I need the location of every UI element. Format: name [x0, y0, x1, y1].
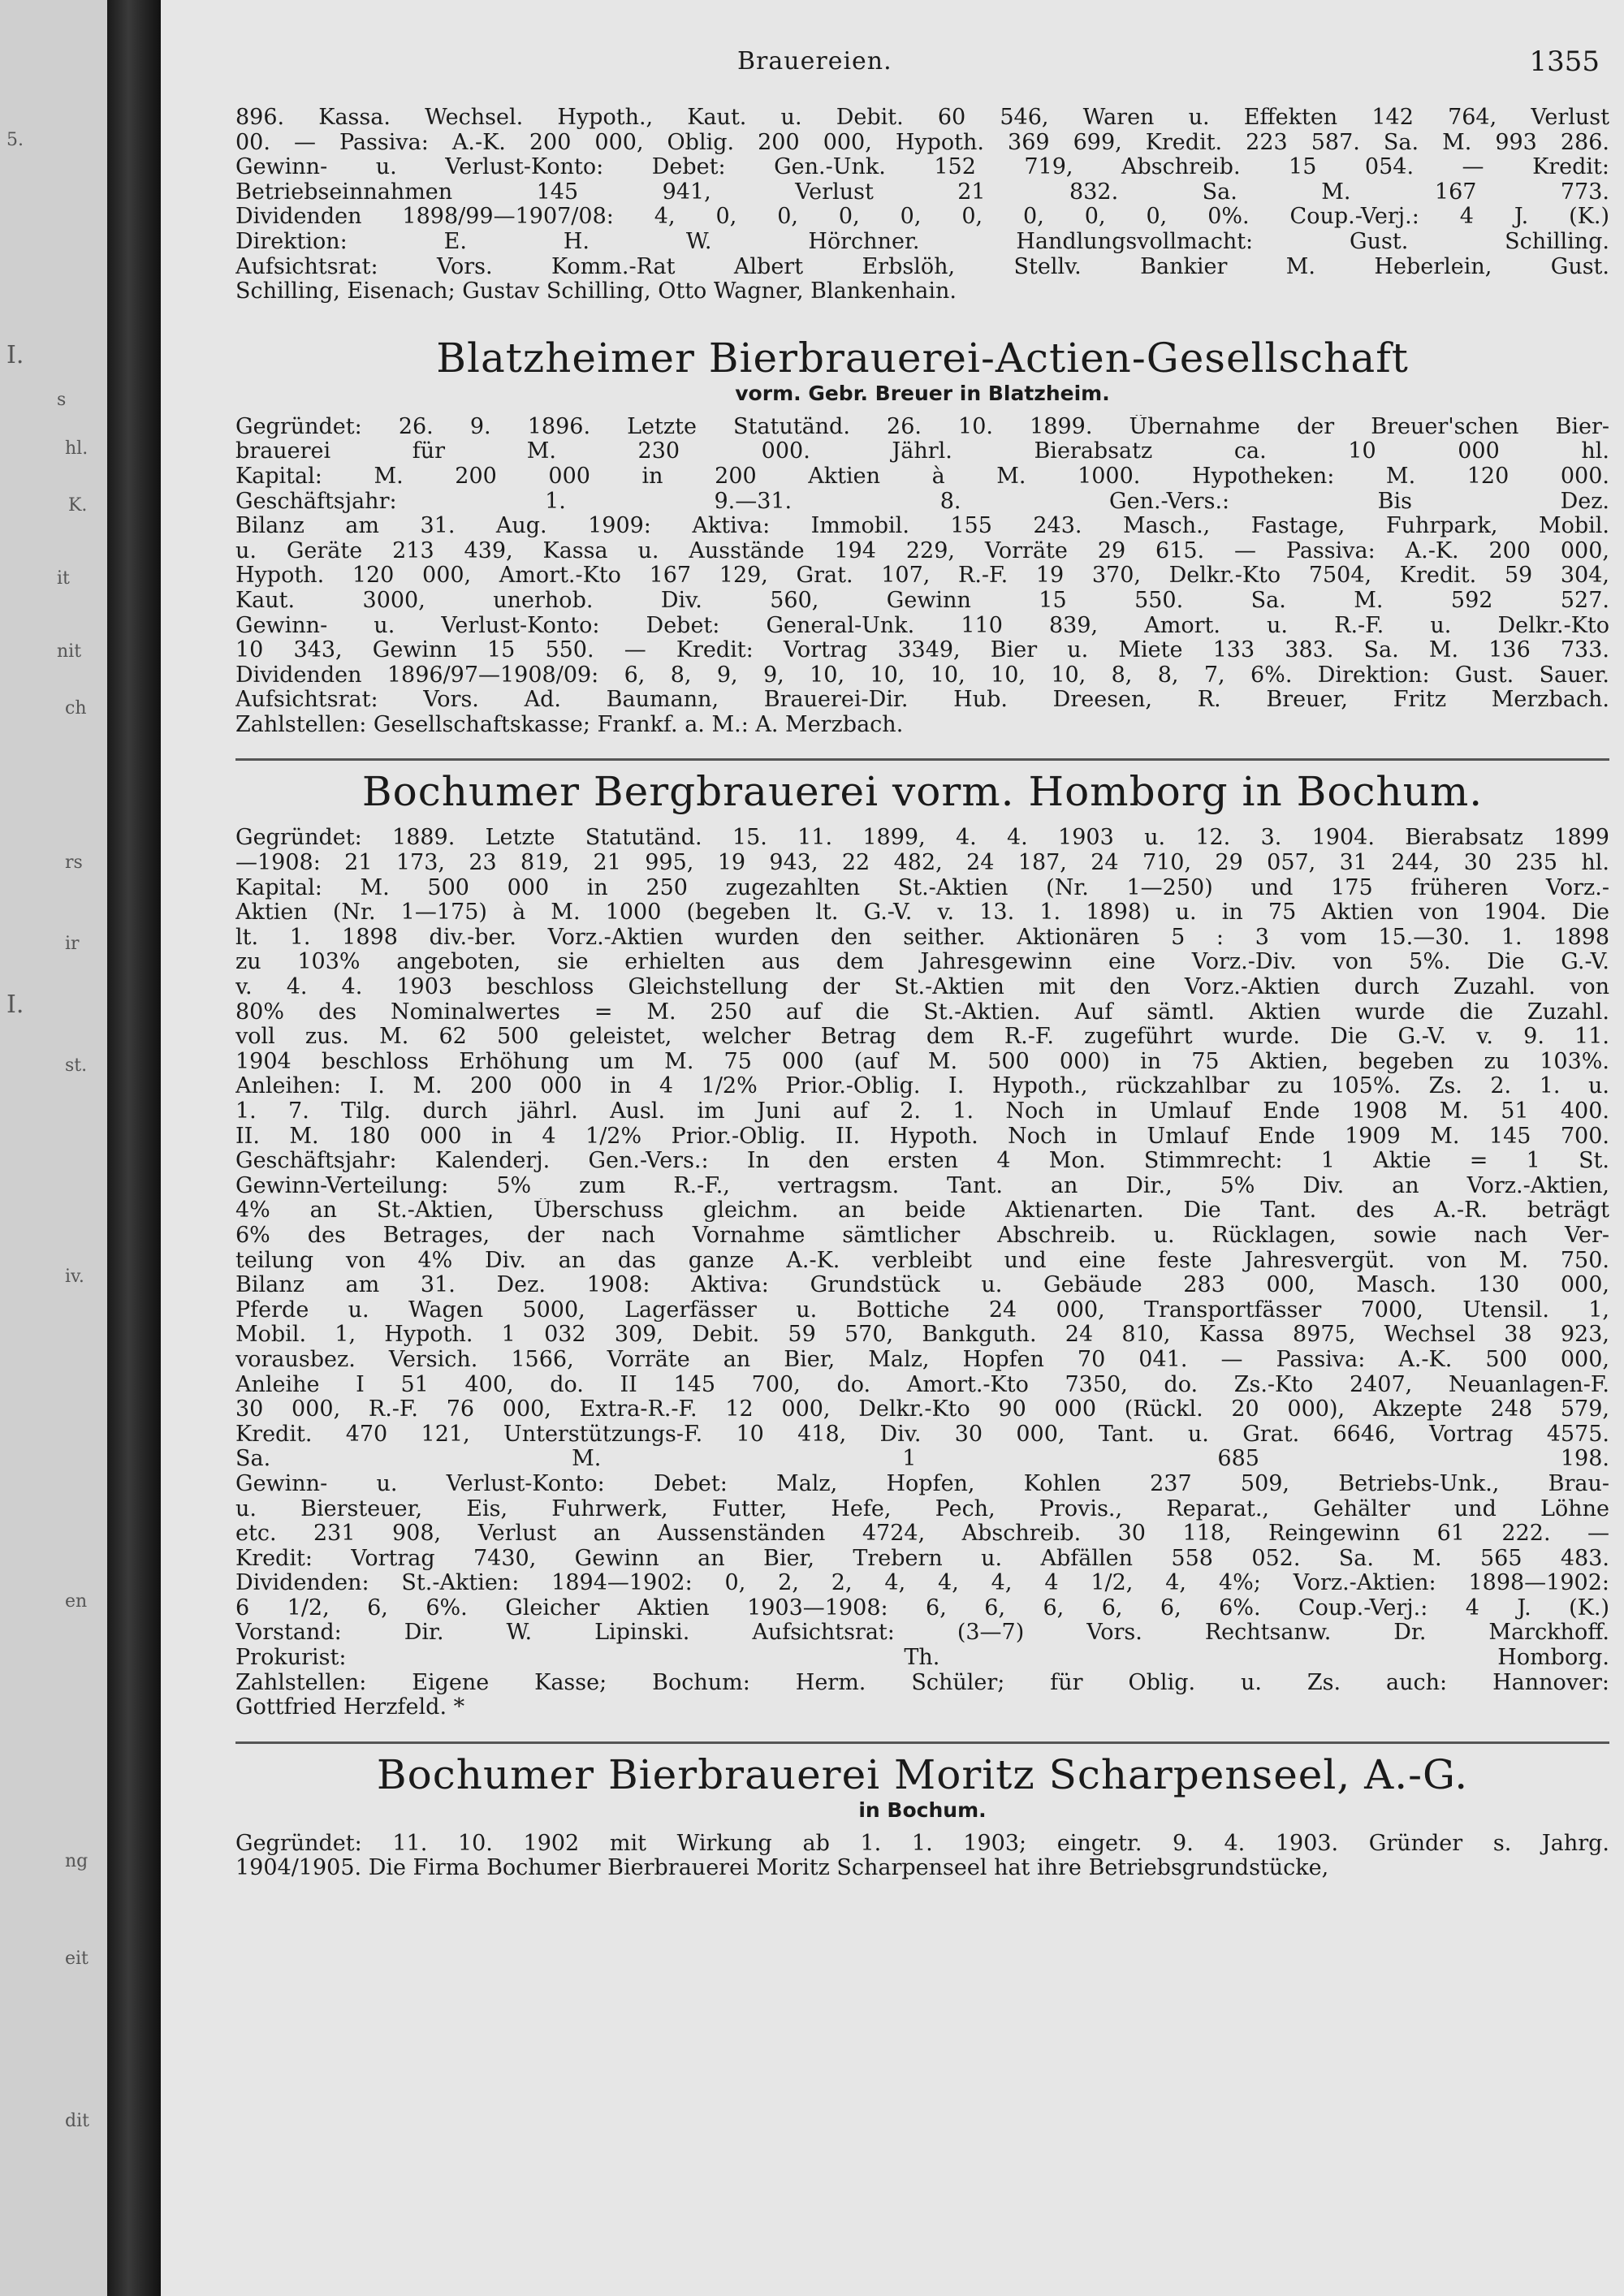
page-number: 1355	[1529, 45, 1600, 78]
margin-fragment: s	[57, 390, 67, 410]
text-line: 1904 beschloss Erhöhung um M. 75 000 (auf M. 500 000) in 75 Aktien, begeben zu 103%.	[235, 1049, 1609, 1074]
text-line: 80% des Nominalwertes = M. 250 auf die St.-Aktien. Auf sämtl. Aktien wurde die Zuzahl.	[235, 999, 1609, 1025]
text-line: Vorstand: Dir. W. Lipinski. Aufsichtsrat: (3—7) Vors. Rechtsanw. Dr. Marckhoff.	[235, 1621, 1609, 1646]
margin-fragment: ng	[65, 1851, 89, 1871]
text-line: Dividenden 1896/97—1908/09: 6, 8, 9, 9, 10, 10, 10, 10, 10, 8, 8, 7, 6%. Direktion: Gust. Sauer.	[235, 662, 1609, 688]
margin-fragment: rs	[65, 852, 83, 873]
text-line: Gewinn- u. Verlust-Konto: Debet: Gen.-Unk. 152 719, Abschreib. 15 054. — Kredit:	[235, 155, 1609, 180]
page-content	[235, 106, 1609, 1881]
book-binding-gutter	[107, 0, 161, 2296]
company-entry-blatzheimer	[235, 415, 1609, 738]
margin-fragment: ir	[65, 934, 80, 954]
running-head-title: Brauereien.	[737, 47, 892, 76]
text-line: u. Biersteuer, Eis, Fuhrwerk, Futter, Hefe, Pech, Provis., Reparat., Gehälter und Löhne	[235, 1496, 1609, 1521]
text-line: Aktien (Nr. 1—175) à M. 1000 (begeben lt. G.-V. v. 13. 1. 1898) u. in 75 Aktien von 1904. Die	[235, 900, 1609, 926]
running-head	[161, 47, 1624, 80]
text-line: Gegründet: 26. 9. 1896. Letzte Statutänd. 26. 10. 1899. Übernahme der Breuer'schen Bier-	[235, 414, 1609, 439]
margin-fragment: eit	[65, 1949, 89, 1969]
text-line: 4% an St.-Aktien, Überschuss gleichm. an beide Aktienarten. Die Tant. des A.-R. beträgt	[235, 1198, 1609, 1224]
text-line: Gegründet: 11. 10. 1902 mit Wirkung ab 1. 1. 1903; eingetr. 9. 4. 1903. Gründer s. Jahrg.	[235, 1831, 1609, 1856]
text-line: Pferde u. Wagen 5000, Lagerfässer u. Bottiche 24 000, Transportfässer 7000, Utensil. 1,	[235, 1297, 1609, 1323]
margin-fragment: hl.	[65, 438, 89, 459]
margin-fragment: dit	[65, 2111, 89, 2131]
text-line: voll zus. M. 62 500 geleistet, welcher Betrag dem R.-F. zugeführt wurde. Die G.-V. v. 9. 11.	[235, 1025, 1609, 1050]
margin-fragment: I.	[6, 990, 24, 1019]
text-line: Hypoth. 120 000, Amort.-Kto 167 129, Grat. 107, R.-F. 19 370, Delkr.-Kto 7504, Kredit. 59 304,	[235, 563, 1609, 589]
text-line: 10 343, Gewinn 15 550. — Kredit: Vortrag 3349, Bier u. Miete 133 383. Sa. M. 136 733.	[235, 638, 1609, 663]
text-line: Gewinn-Verteilung: 5% zum R.-F., vertragsm. Tant. an Dir., 5% Div. an Vorz.-Aktien,	[235, 1173, 1609, 1198]
document-page	[161, 0, 1624, 2296]
text-line: 896. Kassa. Wechsel. Hypoth., Kaut. u. Debit. 60 546, Waren u. Effekten 142 764, Verlust	[235, 106, 1609, 130]
text-line: —1908: 21 173, 23 819, 21 995, 19 943, 22 482, 24 187, 24 710, 29 057, 31 244, 30 235 hl.	[235, 851, 1609, 876]
text-line: Kredit. 470 121, Unterstützungs-F. 10 418, Div. 30 000, Tant. u. Grat. 6646, Vortrag 4575.	[235, 1422, 1609, 1447]
text-line: 1. 7. Tilg. durch jährl. Ausl. im Juni auf 2. 1. Noch in Umlauf Ende 1908 M. 51 400.	[235, 1099, 1609, 1124]
text-line: Kaut. 3000, unerhob. Div. 560, Gewinn 15 550. Sa. M. 592 527.	[235, 588, 1609, 613]
text-line: 6 1/2, 6, 6%. Gleicher Aktien 1903—1908: 6, 6, 6, 6, 6, 6%. Coup.-Verj.: 4 J. (K.)	[235, 1595, 1609, 1621]
margin-fragment: K.	[68, 495, 88, 516]
text-line: Anleihe I 51 400, do. II 145 700, do. Amort.-Kto 7350, do. Zs.-Kto 2407, Neuanlagen-F.	[235, 1372, 1609, 1397]
text-line: Dividenden: St.-Aktien: 1894—1902: 0, 2, 2, 4, 4, 4, 4 1/2, 4, 4%; Vorz.-Aktien: 1898—1902:	[235, 1571, 1609, 1596]
company-entry-bochumer-bergbrauerei	[235, 826, 1609, 1720]
margin-fragment: st.	[65, 1055, 88, 1076]
company-entry-bochumer-bierbrauerei	[235, 1832, 1609, 1881]
margin-fragment: en	[65, 1591, 88, 1612]
text-line: 00. — Passiva: A.-K. 200 000, Oblig. 200 000, Hypoth. 369 699, Kredit. 223 587. Sa. M. 993 286.	[235, 130, 1609, 155]
text-line: Betriebseinnahmen 145 941, Verlust 21 832. Sa. M. 167 773.	[235, 179, 1609, 205]
text-line: Sa. M. 1 685 198.	[235, 1447, 1609, 1472]
company-heading: Blatzheimer Bierbrauerei-Actien-Gesellschaft	[436, 334, 1409, 382]
text-line: Aufsichtsrat: Vors. Ad. Baumann, Brauerei-Dir. Hub. Dreesen, R. Breuer, Fritz Merzbach.	[235, 688, 1609, 713]
text-line: Kapital: M. 500 000 in 250 zugezahlten St.-Aktien (Nr. 1—250) und 175 früheren Vorz.-	[235, 875, 1609, 900]
text-line: Aufsichtsrat: Vors. Komm.-Rat Albert Erbslöh, Stellv. Bankier M. Heberlein, Gust.	[235, 254, 1609, 279]
text-line: Bilanz am 31. Aug. 1909: Aktiva: Immobil. 155 243. Masch., Fastage, Fuhrpark, Mobil.	[235, 514, 1609, 539]
text-line: vorausbez. Versich. 1566, Vorräte an Bier, Malz, Hopfen 70 041. — Passiva: A.-K. 500 000,	[235, 1347, 1609, 1372]
text-line: teilung von 4% Div. an das ganze A.-K. verbleibt und eine feste Jahresvergüt. von M. 750.	[235, 1248, 1609, 1273]
text-line: Gegründet: 1889. Letzte Statutänd. 15. 11. 1899, 4. 4. 1903 u. 12. 3. 1904. Bierabsatz 1899	[235, 826, 1609, 851]
margin-fragment: it	[57, 568, 70, 589]
text-line: Direktion: E. H. W. Hörchner. Handlungsvollmacht: Gust. Schilling.	[235, 229, 1609, 254]
text-line: Zahlstellen: Eigene Kasse; Bochum: Herm. Schüler; für Oblig. u. Zs. auch: Hannover:	[235, 1670, 1609, 1695]
text-line: Bilanz am 31. Dez. 1908: Aktiva: Grundstück u. Gebäude 283 000, Masch. 130 000,	[235, 1273, 1609, 1298]
company-subheading: in Bochum.	[858, 1798, 987, 1822]
text-line: 1904/1905. Die Firma Bochumer Bierbrauerei Moritz Scharpenseel hat ihre Betriebsgrundstücke,	[235, 1856, 1329, 1881]
text-line: Prokurist: Th. Homborg.	[235, 1646, 1609, 1671]
text-line: Gewinn- u. Verlust-Konto: Debet: Malz, Hopfen, Kohlen 237 509, Betriebs-Unk., Brau-	[235, 1471, 1609, 1496]
margin-fragment: nit	[57, 641, 82, 662]
margin-fragment: ch	[65, 698, 87, 719]
text-line: Dividenden 1898/99—1907/08: 4, 0, 0, 0, 0, 0, 0, 0, 0, 0%. Coup.-Verj.: 4 J. (K.)	[235, 205, 1609, 230]
company-heading: Bochumer Bierbrauerei Moritz Scharpenseel, A.-G.	[376, 1750, 1469, 1798]
text-line: Geschäftsjahr: Kalenderj. Gen.-Vers.: In den ersten 4 Mon. Stimmrecht: 1 Aktie = 1 St.	[235, 1149, 1609, 1174]
text-line: 6% des Betrages, der nach Vornahme sämtlicher Abschreib. u. Rücklagen, sowie nach Ver-	[235, 1223, 1609, 1248]
text-line: etc. 231 908, Verlust an Aussenständen 4724, Abschreib. 30 118, Reingewinn 61 222. —	[235, 1521, 1609, 1547]
company-subheading: vorm. Gebr. Breuer in Blatzheim.	[735, 381, 1110, 405]
text-line: Mobil. 1, Hypoth. 1 032 309, Debit. 59 570, Bankguth. 24 810, Kassa 8975, Wechsel 38 923,	[235, 1323, 1609, 1348]
text-line: Zahlstellen: Gesellschaftskasse; Frankf. a. M.: A. Merzbach.	[235, 712, 904, 737]
text-line: brauerei für M. 230 000. Jährl. Bierabsatz ca. 10 000 hl.	[235, 439, 1609, 464]
text-line: Gewinn- u. Verlust-Konto: Debet: General-Unk. 110 839, Amort. u. R.-F. u. Delkr.-Kto	[235, 613, 1609, 638]
margin-fragment: I.	[6, 341, 24, 369]
margin-fragment: 5.	[6, 130, 24, 150]
text-line: II. M. 180 000 in 4 1/2% Prior.-Oblig. II. Hypoth. Noch in Umlauf Ende 1909 M. 145 700.	[235, 1124, 1609, 1149]
margin-fragment: iv.	[65, 1267, 84, 1287]
text-line: 30 000, R.-F. 76 000, Extra-R.-F. 12 000, Delkr.-Kto 90 000 (Rückl. 20 000), Akzepte 248 579,	[235, 1397, 1609, 1422]
section-divider	[235, 1741, 1609, 1744]
text-line: Geschäftsjahr: 1. 9.—31. 8. Gen.-Vers.: Bis Dez.	[235, 489, 1609, 514]
text-line: Anleihen: I. M. 200 000 in 4 1/2% Prior.-Oblig. I. Hypoth., rückzahlbar zu 105%. Zs. 2. 1. u.	[235, 1074, 1609, 1099]
section-divider	[235, 758, 1609, 761]
text-line: Gottfried Herzfeld. *	[235, 1695, 465, 1720]
company-heading: Bochumer Bergbrauerei vorm. Homborg in Bochum.	[361, 768, 1484, 816]
text-line: v. 4. 4. 1903 beschloss Gleichstellung der St.-Aktien mit den Vorz.-Aktien durch Zuzahl. von	[235, 975, 1609, 1000]
text-line: Kapital: M. 200 000 in 200 Aktien à M. 1000. Hypotheken: M. 120 000.	[235, 464, 1609, 489]
section-continued-entry	[235, 106, 1609, 304]
text-line: Schilling, Eisenach; Gustav Schilling, Otto Wagner, Blankenhain.	[235, 279, 957, 304]
left-margin-strip	[0, 0, 107, 2296]
text-line: zu 103% angeboten, sie erhielten aus dem Jahresgewinn eine Vorz.-Div. von 5%. Die G.-V.	[235, 950, 1609, 975]
text-line: u. Geräte 213 439, Kassa u. Ausstände 194 229, Vorräte 29 615. — Passiva: A.-K. 200 000,	[235, 538, 1609, 563]
text-line: Kredit: Vortrag 7430, Gewinn an Bier, Trebern u. Abfällen 558 052. Sa. M. 565 483.	[235, 1546, 1609, 1571]
text-line: lt. 1. 1898 div.-ber. Vorz.-Aktien wurden den seither. Aktionären 5 : 3 vom 15.—30. 1. 1898	[235, 925, 1609, 950]
